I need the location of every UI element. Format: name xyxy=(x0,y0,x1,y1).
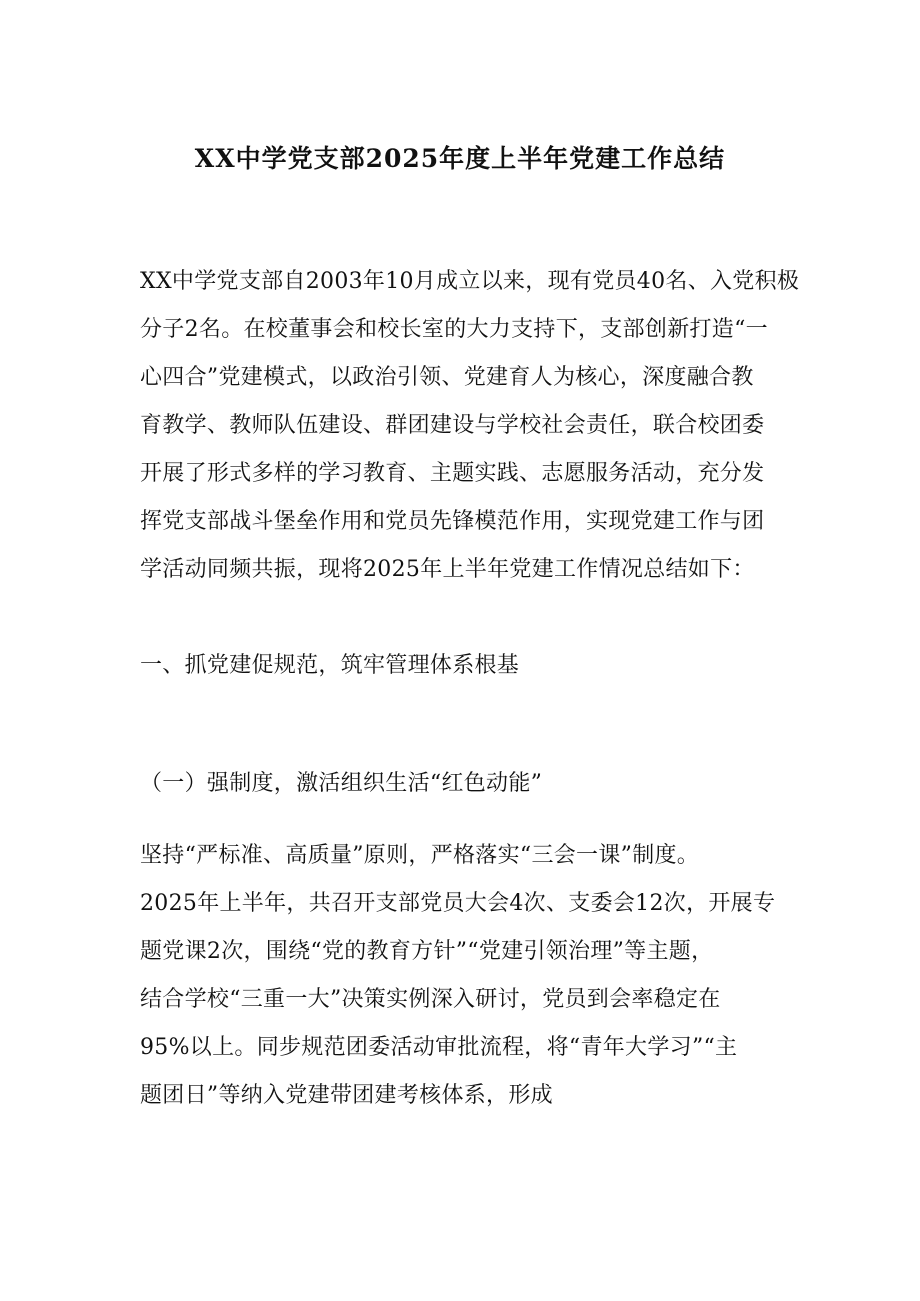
intro-line: 挥党支部战斗堡垒作用和党员先锋模范作用，实现党建工作与团 xyxy=(140,509,765,534)
body-line: 结合学校“三重一大”决策实例深入研讨，党员到会率稳定在 xyxy=(140,987,721,1012)
body-line: 95%以上。同步规范团委活动审批流程，将“青年大学习”“主 xyxy=(140,1035,738,1060)
intro-line: 分子2名。在校董事会和校长室的大力支持下，支部创新打造“一 xyxy=(140,317,768,342)
body-line: 题团日”等纳入党建带团建考核体系，形成 xyxy=(140,1083,553,1108)
body-line: 2025年上半年，共召开支部党员大会4次、支委会12次，开展专 xyxy=(140,891,776,916)
intro-line: 心四合”党建模式，以政治引领、党建育人为核心，深度融合教 xyxy=(140,365,754,390)
intro-line: 学活动同频共振，现将2025年上半年党建工作情况总结如下： xyxy=(140,557,755,582)
body-paragraph xyxy=(140,832,800,1120)
section-1-heading: 一、抓党建促规范，筑牢管理体系根基 xyxy=(140,653,520,678)
intro-paragraph xyxy=(140,258,800,594)
body-line: 题党课2次，围绕“党的教育方针”“党建引领治理”等主题， xyxy=(140,939,714,964)
subsection-1-heading: （一）强制度，激活组织生活“红色动能” xyxy=(140,771,543,796)
intro-line: 开展了形式多样的学习教育、主题实践、志愿服务活动，充分发 xyxy=(140,461,765,486)
section-heading xyxy=(140,642,800,690)
intro-line: 育教学、教师队伍建设、群团建设与学校社会责任，联合校团委 xyxy=(140,413,765,438)
document-title: XX中学党支部2025年度上半年党建工作总结 xyxy=(194,144,726,173)
subsection-heading xyxy=(140,760,800,808)
body-line: 坚持“严标准、高质量”原则，严格落实“三会一课”制度。 xyxy=(140,843,700,868)
intro-line: XX中学党支部自2003年10月成立以来，现有党员40名、入党积极 xyxy=(140,269,800,294)
